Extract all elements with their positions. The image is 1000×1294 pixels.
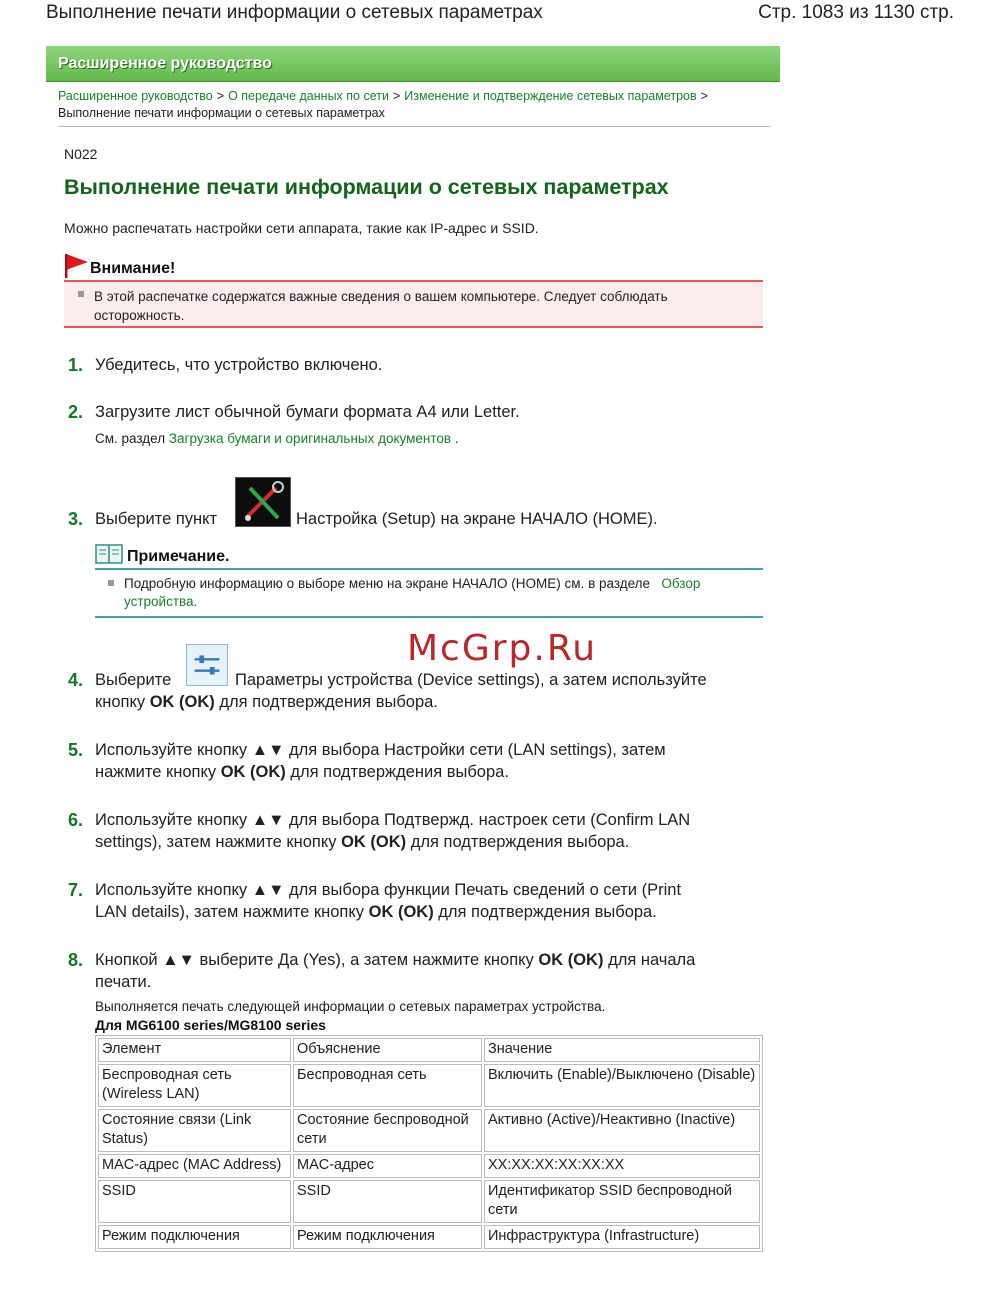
step-text-part: кнопку bbox=[95, 693, 146, 711]
load-paper-link[interactable]: Загрузка бумаги и оригинальных документов bbox=[168, 431, 452, 446]
divider bbox=[95, 616, 763, 618]
note-text bbox=[124, 575, 759, 611]
watermark: McGrp.Ru bbox=[407, 628, 598, 669]
step-text: печати. bbox=[95, 973, 152, 991]
step-number: 4. bbox=[68, 670, 84, 690]
step-text: Настройка (Setup) на экране НАЧАЛО (HOME). bbox=[296, 510, 658, 528]
step-text-part: для подтверждения выбора. bbox=[219, 693, 438, 711]
intro-text: Можно распечатать настройки сети аппарата, такие как IP-адрес и SSID. bbox=[64, 220, 539, 236]
step-number: 5. bbox=[68, 740, 84, 760]
breadcrumb-separator: > bbox=[392, 89, 401, 103]
table-row bbox=[98, 1154, 760, 1178]
bullet-icon bbox=[78, 291, 84, 297]
note-title: Примечание. bbox=[127, 548, 230, 565]
step-text-part: для подтверждения выбора. bbox=[438, 903, 657, 921]
table-header-row bbox=[98, 1038, 760, 1062]
step-text: Используйте кнопку ▲▼ для выбора Подтвержд. настроек сети (Confirm LAN bbox=[95, 811, 691, 829]
table-cell: SSID bbox=[293, 1180, 482, 1223]
step-text-line2 bbox=[95, 901, 657, 923]
step-text-part: для начала bbox=[608, 951, 696, 969]
step-text: Параметры устройства (Device settings), а затем используйте bbox=[235, 671, 707, 689]
step-text-part: LAN details), затем нажмите кнопку bbox=[95, 903, 365, 921]
table-cell: MAC-адрес (MAC Address) bbox=[98, 1154, 291, 1178]
table-cell: Инфраструктура (Infrastructure) bbox=[484, 1225, 760, 1249]
table-row bbox=[98, 1064, 760, 1107]
step-text-line2 bbox=[95, 691, 438, 713]
breadcrumb-separator: > bbox=[216, 89, 225, 103]
step-number: 6. bbox=[68, 810, 84, 830]
table-cell: Беспроводная сеть bbox=[293, 1064, 482, 1107]
table-cell: Беспроводная сеть (Wireless LAN) bbox=[98, 1064, 291, 1107]
page-header-title: Выполнение печати информации о сетевых параметрах bbox=[46, 2, 543, 23]
bullet-icon bbox=[108, 580, 114, 586]
see-also bbox=[95, 431, 459, 446]
step-text-part: для подтверждения выбора. bbox=[290, 763, 509, 781]
column-header: Элемент bbox=[98, 1038, 291, 1062]
table-cell: Состояние беспроводной сети bbox=[293, 1109, 482, 1152]
divider bbox=[95, 568, 763, 570]
table-cell: Идентификатор SSID беспроводной сети bbox=[484, 1180, 760, 1223]
overview-link[interactable]: Обзор bbox=[661, 576, 701, 591]
step-text: Убедитесь, что устройство включено. bbox=[95, 356, 383, 374]
step-number: 8. bbox=[68, 950, 84, 970]
guide-banner: Расширенное руководство bbox=[46, 46, 780, 82]
table-row bbox=[98, 1225, 760, 1249]
step-text-line1 bbox=[95, 949, 695, 971]
breadcrumb-link-guide[interactable]: Расширенное руководство bbox=[58, 89, 213, 103]
see-also-suffix: . bbox=[454, 431, 459, 446]
note-text-line: Подробную информацию о выборе меню на экране НАЧАЛО (HOME) см. в разделе bbox=[124, 576, 651, 591]
note-book-icon bbox=[95, 543, 123, 565]
breadcrumb-current: Выполнение печати информации о сетевых параметрах bbox=[58, 106, 385, 120]
step-text-line2 bbox=[95, 761, 509, 783]
ok-button-label: OK (OK) bbox=[149, 693, 215, 711]
step-text-line2 bbox=[95, 831, 629, 853]
table-cell: XX:XX:XX:XX:XX:XX bbox=[484, 1154, 760, 1178]
network-info-table bbox=[95, 1035, 763, 1252]
column-header: Значение bbox=[484, 1038, 760, 1062]
table-cell: Режим подключения bbox=[293, 1225, 482, 1249]
ok-button-label: OK (OK) bbox=[538, 951, 604, 969]
column-header: Объяснение bbox=[293, 1038, 482, 1062]
table-row bbox=[98, 1180, 760, 1223]
page-number: Стр. 1083 из 1130 стр. bbox=[758, 2, 954, 23]
caution-title: Внимание! bbox=[90, 260, 176, 277]
step-text: Загрузите лист обычной бумаги формата A4 или Letter. bbox=[95, 403, 520, 421]
ok-button-label: OK (OK) bbox=[220, 763, 286, 781]
step-text: Используйте кнопку ▲▼ для выбора Настройки сети (LAN settings), затем bbox=[95, 741, 666, 759]
step-text-part: Кнопкой ▲▼ выберите Да (Yes), а затем нажмите кнопку bbox=[95, 951, 534, 969]
step-number: 2. bbox=[68, 402, 84, 422]
ok-button-label: OK (OK) bbox=[368, 903, 434, 921]
table-row bbox=[98, 1109, 760, 1152]
page-title: Выполнение печати информации о сетевых параметрах bbox=[64, 175, 669, 199]
table-intro: Выполняется печать следующей информации о сетевых параметрах устройства. bbox=[95, 999, 606, 1014]
table-cell: MAC-адрес bbox=[293, 1154, 482, 1178]
breadcrumb-separator: > bbox=[700, 89, 708, 103]
step-text-part: для подтверждения выбора. bbox=[410, 833, 630, 851]
table-cell: Состояние связи (Link Status) bbox=[98, 1109, 291, 1152]
breadcrumb-link-network[interactable]: О передаче данных по сети bbox=[228, 89, 389, 103]
overview-link-continued[interactable]: устройства. bbox=[124, 594, 198, 609]
divider bbox=[58, 126, 770, 127]
table-cell: Активно (Active)/Неактивно (Inactive) bbox=[484, 1109, 760, 1152]
table-cell: SSID bbox=[98, 1180, 291, 1223]
table-cell: Режим подключения bbox=[98, 1225, 291, 1249]
document-id: N022 bbox=[64, 146, 98, 162]
step-text: Выберите пункт bbox=[95, 510, 218, 528]
caution-text: В этой распечатке содержатся важные сведения о вашем компьютере. Следует соблюдать осторожность. bbox=[94, 289, 668, 323]
breadcrumb-link-settings[interactable]: Изменение и подтверждение сетевых параметров bbox=[404, 89, 697, 103]
step-text-part: settings), затем нажмите кнопку bbox=[95, 833, 337, 851]
ok-button-label: OK (OK) bbox=[341, 833, 407, 851]
step-number: 7. bbox=[68, 880, 84, 900]
breadcrumb bbox=[58, 88, 770, 122]
table-heading: Для MG6100 series/MG8100 series bbox=[95, 1017, 326, 1033]
see-also-prefix: См. раздел bbox=[95, 431, 166, 446]
table-cell: Включить (Enable)/Выключено (Disable) bbox=[484, 1064, 760, 1107]
step-number: 1. bbox=[68, 355, 84, 375]
step-text: Выберите bbox=[95, 671, 172, 689]
step-text: Используйте кнопку ▲▼ для выбора функции Печать сведений о сети (Print bbox=[95, 881, 682, 899]
red-flag-icon bbox=[64, 252, 90, 280]
device-settings-icon bbox=[186, 644, 228, 686]
step-text-part: нажмите кнопку bbox=[95, 763, 217, 781]
step-number: 3. bbox=[68, 509, 84, 529]
setup-tools-icon bbox=[235, 477, 291, 527]
